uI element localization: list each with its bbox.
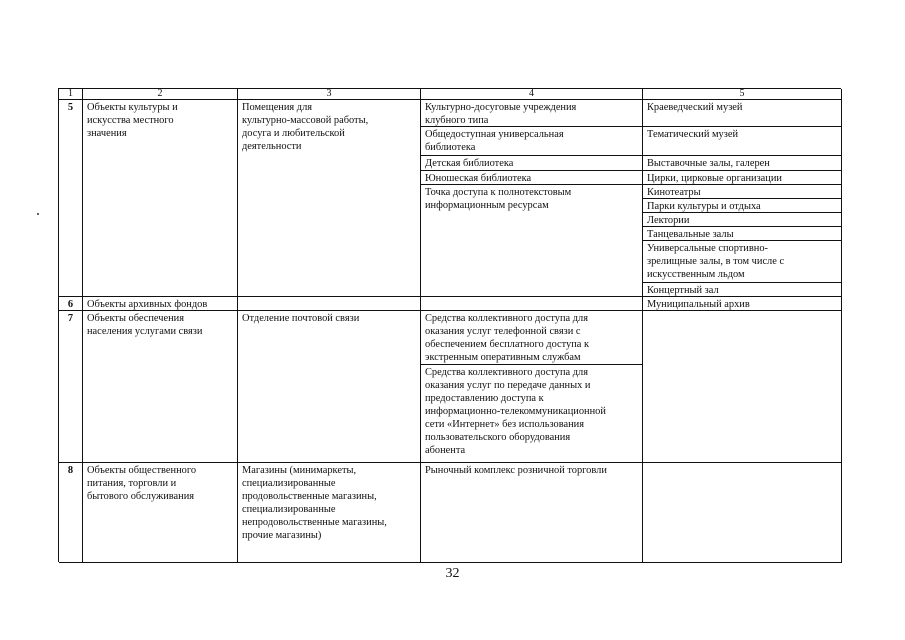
facility-item: Общедоступная универсальная библиотека (421, 127, 642, 156)
facilities-table (58, 88, 841, 562)
facility-item: Краеведческий музей (643, 100, 841, 127)
facility-item: Средства коллективного доступа для оказания услуг телефонной связи с обеспечением бесплатного доступа к экстренным оперативным службам (421, 311, 642, 365)
facility-item: Средства коллективного доступа для оказания услуг по передаче данных и предоставлению доступа к информационно-телекоммуникационной сети «Интернет» без использования пользовательского оборудования абонента (425, 367, 606, 456)
row-7-regional-facilities (643, 311, 842, 463)
facility-item: Цирки, цирковые организации (643, 171, 841, 185)
row-5-number: 5 (59, 100, 83, 297)
row-8-local-facilities: Рыночный комплекс розничной торговли (421, 463, 643, 563)
row-8-regional-facilities (643, 463, 842, 563)
facility-item: Кинотеатры (643, 185, 841, 199)
row-7-premises: Отделение почтовой связи (238, 311, 421, 463)
facility-item: Танцевальные залы (643, 227, 841, 241)
facility-item: Концертный зал (647, 285, 719, 296)
facility-item: Юношеская библиотека (421, 171, 642, 185)
header-cell-3: 3 (238, 89, 421, 100)
facility-item: Лектории (643, 213, 841, 227)
row-6-premises (238, 297, 421, 311)
facility-item: Детская библиотека (421, 156, 642, 171)
facility-item: Парки культуры и отдыха (643, 199, 841, 213)
row-5-premises: Помещения для культурно-массовой работы, досуга и любительской деятельности (238, 100, 421, 297)
row-5-category: Объекты культуры и искусства местного значения (83, 100, 238, 297)
row-7-number: 7 (59, 311, 83, 463)
scan-speck (37, 213, 39, 215)
facility-item: Тематический музей (643, 127, 841, 156)
row-8-category: Объекты общественного питания, торговли и бытового обслуживания (83, 463, 238, 563)
row-7-local-facilities (421, 311, 643, 463)
row-6-regional-facilities: Муниципальный архив (643, 297, 842, 311)
row-6-number: 6 (59, 297, 83, 311)
header-cell-2: 2 (83, 89, 238, 100)
facility-item: Культурно-досуговые учреждения клубного типа (421, 100, 642, 127)
row-7-category: Объекты обеспечения населения услугами связи (83, 311, 238, 463)
row-5-local-facilities (421, 100, 643, 297)
page-number: 32 (445, 566, 460, 581)
header-cell-1: 1 (59, 89, 83, 100)
row-6-category: Объекты архивных фондов (83, 297, 238, 311)
header-cell-4: 4 (421, 89, 643, 100)
facility-item: Выставочные залы, галерен (643, 156, 841, 171)
facility-item: Универсальные спортивно- зрелищные залы, в том числе с искусственным льдом (643, 241, 841, 283)
header-cell-5: 5 (643, 89, 842, 100)
row-5-regional-facilities (643, 100, 842, 297)
facility-item: Точка доступа к полнотекстовым информационным ресурсам (425, 187, 572, 211)
row-8-number: 8 (59, 463, 83, 563)
row-8-premises: Магазины (минимаркеты, специализированные продовольственные магазины, специализированные непродовольственные магазины, прочие магазины) (238, 463, 421, 563)
row-6-local-facilities (421, 297, 643, 311)
